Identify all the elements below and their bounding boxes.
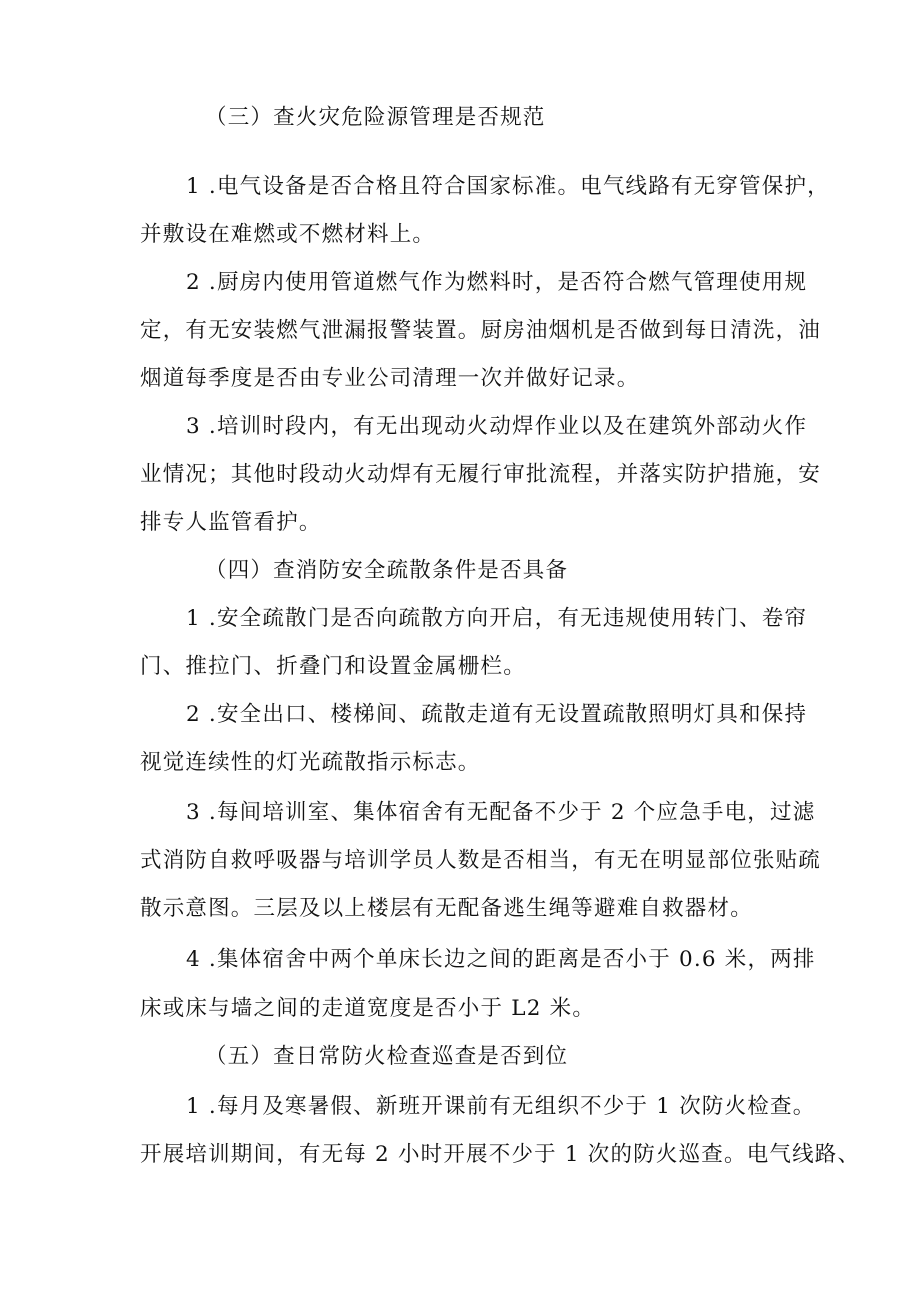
paragraph-line: 2 .安全出口、楼梯间、疏散走道有无设置疏散照明灯具和保持 — [186, 702, 808, 727]
paragraph-line: 4 .集体宿舍中两个单床长边之间的距离是否小于 0.6 米，两排 — [186, 947, 816, 972]
paragraph-line: 排专人监管看护。 — [140, 510, 322, 535]
paragraph-line: 1 .电气设备是否合格且符合国家标准。电气线路有无穿管保护， — [186, 174, 830, 199]
section-heading-3: （三）查火灾危险源管理是否规范 — [205, 105, 546, 130]
paragraph-line: 视觉连续性的灯光疏散指示标志。 — [140, 750, 481, 775]
paragraph-line: 1 .每月及寒暑假、新班开课前有无组织不少于 1 次防火检查。 — [186, 1094, 816, 1119]
paragraph-line: 门、推拉门、折叠门和设置金属栅栏。 — [140, 654, 526, 679]
paragraph-line: 烟道每季度是否由专业公司清理一次并做好记录。 — [140, 366, 640, 391]
paragraph-line: 1 .安全疏散门是否向疏散方向开启，有无违规使用转门、卷帘 — [186, 606, 808, 631]
paragraph-line: 散示意图。三层及以上楼层有无配备逃生绳等避难自救器材。 — [140, 896, 753, 921]
paragraph-line: 式消防自救呼吸器与培训学员人数是否相当，有无在明显部位张贴疏 — [140, 848, 822, 873]
paragraph-line: 3 .培训时段内，有无出现动火动焊作业以及在建筑外部动火作 — [186, 414, 808, 439]
paragraph-line: 3 .每间培训室、集体宿舍有无配备不少于 2 个应急手电，过滤 — [186, 800, 816, 825]
section-heading-5: （五）查日常防火检查巡查是否到位 — [205, 1044, 569, 1069]
paragraph-line: 业情况；其他时段动火动焊有无履行审批流程，并落实防护措施，安 — [140, 462, 822, 487]
paragraph-line: 开展培训期间，有无每 2 小时开展不少于 1 次的防火巡查。电气线路、 — [140, 1142, 861, 1167]
paragraph-line: 定，有无安装燃气泄漏报警装置。厨房油烟机是否做到每日清洗，油 — [140, 318, 822, 343]
paragraph-line: 床或床与墙之间的走道宽度是否小于 L2 米。 — [140, 996, 596, 1021]
paragraph-line: 2 .厨房内使用管道燃气作为燃料时，是否符合燃气管理使用规 — [186, 270, 808, 295]
paragraph-line: 并敷设在难燃或不燃材料上。 — [140, 222, 436, 247]
section-heading-4: （四）查消防安全疏散条件是否具备 — [205, 558, 569, 583]
